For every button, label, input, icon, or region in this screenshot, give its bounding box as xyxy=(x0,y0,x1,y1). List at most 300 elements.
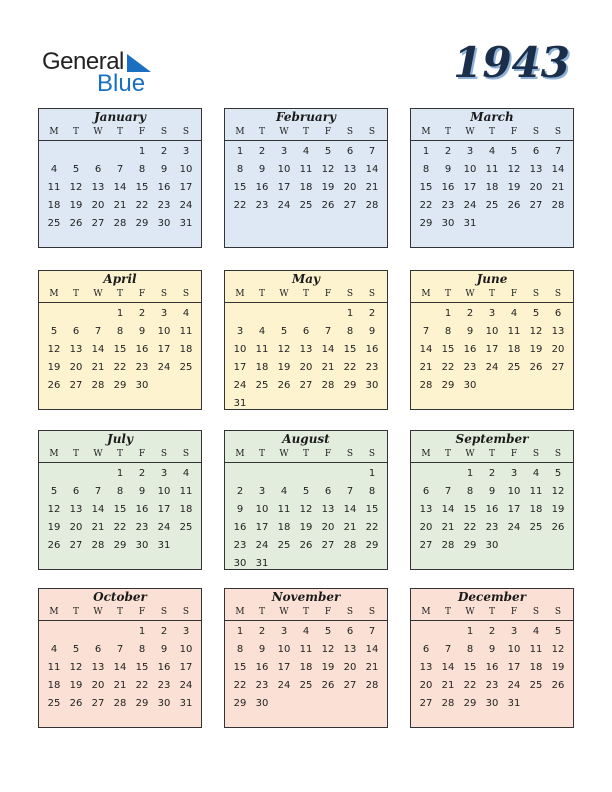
day-cell: 26 xyxy=(529,362,543,373)
day-cell: 25 xyxy=(299,680,313,691)
day-cell: 16 xyxy=(485,504,499,515)
day-cell: 4 xyxy=(302,146,310,157)
day-cell: 18 xyxy=(47,200,61,211)
weekday-label: W xyxy=(465,449,475,459)
day-cell: 16 xyxy=(135,344,149,355)
weekday-label: T xyxy=(444,449,451,459)
day-cell: 6 xyxy=(346,146,354,157)
day-cell: 21 xyxy=(441,680,455,691)
day-cell: 8 xyxy=(466,644,474,655)
day-cell: 21 xyxy=(365,182,379,193)
day-cell: 16 xyxy=(157,182,171,193)
empty-day-cell xyxy=(109,143,131,161)
day-cell: 1 xyxy=(116,308,124,319)
empty-day-cell xyxy=(415,465,437,483)
day-cell: 30 xyxy=(135,540,149,551)
day-cell: 19 xyxy=(507,182,521,193)
day-cell: 13 xyxy=(529,164,543,175)
day-cell: 9 xyxy=(258,164,266,175)
day-cell: 20 xyxy=(551,344,565,355)
day-cell: 4 xyxy=(302,626,310,637)
day-cell: 28 xyxy=(441,540,455,551)
day-cell: 27 xyxy=(419,698,433,709)
day-cell: 1 xyxy=(422,146,430,157)
day-cell: 7 xyxy=(94,326,102,337)
day-cell: 20 xyxy=(321,522,335,533)
empty-day-cell xyxy=(43,465,65,483)
weekday-label: T xyxy=(302,449,309,459)
month-title: December xyxy=(457,590,527,604)
day-cell: 6 xyxy=(422,644,430,655)
day-cell: 25 xyxy=(507,362,521,373)
weekday-label: S xyxy=(532,127,540,137)
day-cell: 9 xyxy=(258,644,266,655)
day-cell: 11 xyxy=(299,644,313,655)
day-cell: 12 xyxy=(47,344,61,355)
month-title: September xyxy=(455,432,529,446)
day-cell: 30 xyxy=(365,380,379,391)
weekday-label: W xyxy=(465,127,475,137)
day-cell: 12 xyxy=(47,504,61,515)
day-cell: 10 xyxy=(255,504,269,515)
day-cell: 19 xyxy=(47,522,61,533)
empty-day-cell xyxy=(65,305,87,323)
day-cell: 4 xyxy=(532,626,540,637)
day-cell: 11 xyxy=(47,182,61,193)
day-cell: 25 xyxy=(299,200,313,211)
weekday-label: W xyxy=(93,127,103,137)
day-cell: 3 xyxy=(510,468,518,479)
weekday-label: T xyxy=(488,127,495,137)
day-cell: 6 xyxy=(324,486,332,497)
day-cell: 5 xyxy=(510,146,518,157)
day-cell: 13 xyxy=(299,344,313,355)
day-cell: 14 xyxy=(343,504,357,515)
day-grid xyxy=(39,303,201,395)
day-cell: 4 xyxy=(182,468,190,479)
day-cell: 26 xyxy=(551,680,565,691)
day-cell: 24 xyxy=(277,200,291,211)
empty-day-cell xyxy=(273,465,295,483)
day-cell: 21 xyxy=(551,182,565,193)
day-cell: 9 xyxy=(466,326,474,337)
day-cell: 1 xyxy=(346,308,354,319)
day-cell: 9 xyxy=(236,504,244,515)
month-september xyxy=(410,430,574,570)
weekday-label: W xyxy=(279,449,289,459)
day-cell: 11 xyxy=(277,504,291,515)
day-cell: 8 xyxy=(346,326,354,337)
day-cell: 28 xyxy=(343,540,357,551)
day-cell: 18 xyxy=(507,344,521,355)
day-cell: 27 xyxy=(343,680,357,691)
day-cell: 10 xyxy=(507,644,521,655)
day-cell: 27 xyxy=(91,218,105,229)
day-cell: 3 xyxy=(236,326,244,337)
weekday-label: W xyxy=(279,127,289,137)
day-cell: 16 xyxy=(135,504,149,515)
day-cell: 22 xyxy=(463,680,477,691)
weekday-header xyxy=(411,605,573,621)
weekday-label: T xyxy=(116,289,123,299)
month-title: March xyxy=(470,110,514,124)
empty-day-cell xyxy=(43,623,65,641)
day-cell: 5 xyxy=(50,326,58,337)
day-cell: 27 xyxy=(69,380,83,391)
day-cell: 1 xyxy=(236,626,244,637)
weekday-label: F xyxy=(324,449,332,459)
month-august xyxy=(224,430,388,570)
day-cell: 8 xyxy=(422,164,430,175)
day-cell: 27 xyxy=(299,380,313,391)
weekday-label: F xyxy=(510,127,518,137)
day-cell: 30 xyxy=(485,698,499,709)
weekday-label: S xyxy=(160,127,168,137)
day-cell: 1 xyxy=(368,468,376,479)
day-cell: 12 xyxy=(69,182,83,193)
day-grid xyxy=(39,463,201,555)
weekday-label: S xyxy=(160,449,168,459)
day-cell: 3 xyxy=(510,626,518,637)
day-cell: 11 xyxy=(47,662,61,673)
day-cell: 6 xyxy=(94,164,102,175)
day-cell: 22 xyxy=(419,200,433,211)
day-cell: 7 xyxy=(422,326,430,337)
day-cell: 11 xyxy=(529,644,543,655)
brand-name-general: General xyxy=(42,48,124,75)
day-cell: 24 xyxy=(463,200,477,211)
day-cell: 17 xyxy=(277,182,291,193)
day-cell: 14 xyxy=(113,662,127,673)
day-cell: 6 xyxy=(72,326,80,337)
day-cell: 2 xyxy=(466,308,474,319)
day-cell: 31 xyxy=(233,398,247,409)
month-march xyxy=(410,108,574,248)
day-cell: 21 xyxy=(343,522,357,533)
day-cell: 17 xyxy=(157,344,171,355)
day-cell: 26 xyxy=(321,200,335,211)
day-cell: 22 xyxy=(441,362,455,373)
month-november xyxy=(224,588,388,728)
day-cell: 3 xyxy=(280,626,288,637)
month-october xyxy=(38,588,202,728)
weekday-header xyxy=(411,125,573,141)
day-cell: 14 xyxy=(441,662,455,673)
day-cell: 23 xyxy=(485,522,499,533)
weekday-header xyxy=(39,287,201,303)
weekday-label: T xyxy=(302,289,309,299)
day-cell: 11 xyxy=(255,344,269,355)
day-cell: 5 xyxy=(324,626,332,637)
month-title: January xyxy=(94,110,146,124)
day-cell: 30 xyxy=(441,218,455,229)
day-cell: 28 xyxy=(441,698,455,709)
day-cell: 9 xyxy=(138,326,146,337)
day-cell: 12 xyxy=(321,164,335,175)
day-cell: 22 xyxy=(113,522,127,533)
empty-day-cell xyxy=(437,465,459,483)
empty-day-cell xyxy=(339,465,361,483)
weekday-label: M xyxy=(421,449,431,459)
day-cell: 8 xyxy=(236,644,244,655)
day-cell: 24 xyxy=(507,522,521,533)
day-cell: 28 xyxy=(91,380,105,391)
day-cell: 7 xyxy=(116,644,124,655)
day-cell: 6 xyxy=(72,486,80,497)
day-cell: 6 xyxy=(554,308,562,319)
day-cell: 30 xyxy=(157,218,171,229)
day-cell: 30 xyxy=(233,558,247,569)
day-cell: 29 xyxy=(113,380,127,391)
day-cell: 8 xyxy=(116,486,124,497)
weekday-label: T xyxy=(258,449,265,459)
weekday-label: F xyxy=(138,607,146,617)
weekday-label: W xyxy=(279,607,289,617)
weekday-label: S xyxy=(346,127,354,137)
day-cell: 25 xyxy=(179,362,193,373)
weekday-label: T xyxy=(258,127,265,137)
day-cell: 18 xyxy=(299,182,313,193)
day-cell: 16 xyxy=(157,662,171,673)
day-cell: 12 xyxy=(551,486,565,497)
day-cell: 26 xyxy=(47,380,61,391)
weekday-label: W xyxy=(93,449,103,459)
weekday-label: M xyxy=(49,449,59,459)
year-title: 1943 xyxy=(453,38,570,87)
day-cell: 7 xyxy=(368,626,376,637)
weekday-label: T xyxy=(72,127,79,137)
day-cell: 10 xyxy=(507,486,521,497)
weekday-label: S xyxy=(554,607,562,617)
day-cell: 24 xyxy=(179,680,193,691)
day-cell: 28 xyxy=(321,380,335,391)
empty-day-cell xyxy=(273,305,295,323)
empty-day-cell xyxy=(251,465,273,483)
day-cell: 29 xyxy=(365,540,379,551)
month-february xyxy=(224,108,388,248)
day-grid xyxy=(411,303,573,395)
month-title: May xyxy=(291,272,321,286)
day-cell: 18 xyxy=(299,662,313,673)
day-cell: 20 xyxy=(69,362,83,373)
day-cell: 18 xyxy=(47,680,61,691)
day-cell: 20 xyxy=(529,182,543,193)
day-cell: 15 xyxy=(463,504,477,515)
day-cell: 19 xyxy=(69,200,83,211)
day-cell: 4 xyxy=(50,164,58,175)
day-cell: 16 xyxy=(441,182,455,193)
day-cell: 29 xyxy=(463,540,477,551)
day-cell: 14 xyxy=(91,344,105,355)
weekday-label: S xyxy=(554,127,562,137)
weekday-label: S xyxy=(532,607,540,617)
day-cell: 9 xyxy=(138,486,146,497)
day-cell: 19 xyxy=(277,362,291,373)
day-cell: 18 xyxy=(179,504,193,515)
day-cell: 31 xyxy=(463,218,477,229)
day-cell: 6 xyxy=(422,486,430,497)
day-cell: 21 xyxy=(113,680,127,691)
day-cell: 22 xyxy=(233,200,247,211)
empty-day-cell xyxy=(65,623,87,641)
day-cell: 3 xyxy=(488,308,496,319)
day-cell: 11 xyxy=(179,486,193,497)
day-cell: 5 xyxy=(280,326,288,337)
day-grid xyxy=(225,621,387,713)
day-cell: 17 xyxy=(255,522,269,533)
day-cell: 22 xyxy=(233,680,247,691)
weekday-label: F xyxy=(324,607,332,617)
day-cell: 8 xyxy=(466,486,474,497)
day-cell: 15 xyxy=(441,344,455,355)
weekday-label: W xyxy=(465,607,475,617)
day-cell: 29 xyxy=(419,218,433,229)
weekday-label: M xyxy=(421,607,431,617)
day-cell: 16 xyxy=(255,182,269,193)
empty-day-cell xyxy=(317,305,339,323)
brand-name-blue: Blue xyxy=(97,70,146,97)
day-cell: 16 xyxy=(233,522,247,533)
day-cell: 25 xyxy=(179,522,193,533)
day-cell: 18 xyxy=(485,182,499,193)
day-cell: 24 xyxy=(179,200,193,211)
day-cell: 30 xyxy=(255,698,269,709)
weekday-header xyxy=(225,125,387,141)
weekday-label: T xyxy=(258,607,265,617)
day-cell: 7 xyxy=(554,146,562,157)
empty-day-cell xyxy=(87,465,109,483)
weekday-label: S xyxy=(346,289,354,299)
weekday-label: F xyxy=(138,127,146,137)
weekday-label: S xyxy=(160,607,168,617)
day-cell: 1 xyxy=(138,146,146,157)
day-cell: 7 xyxy=(346,486,354,497)
day-cell: 28 xyxy=(113,218,127,229)
day-cell: 26 xyxy=(551,522,565,533)
day-cell: 27 xyxy=(551,362,565,373)
empty-day-cell xyxy=(415,305,437,323)
day-cell: 27 xyxy=(343,200,357,211)
day-cell: 21 xyxy=(365,662,379,673)
day-cell: 16 xyxy=(485,662,499,673)
day-grid xyxy=(411,141,573,233)
day-cell: 15 xyxy=(113,344,127,355)
day-cell: 5 xyxy=(50,486,58,497)
day-cell: 26 xyxy=(69,698,83,709)
month-title: July xyxy=(107,432,133,446)
day-cell: 21 xyxy=(113,200,127,211)
weekday-label: F xyxy=(138,449,146,459)
day-cell: 30 xyxy=(485,540,499,551)
day-cell: 3 xyxy=(182,146,190,157)
empty-day-cell xyxy=(229,465,251,483)
day-cell: 2 xyxy=(488,626,496,637)
day-cell: 10 xyxy=(277,644,291,655)
day-cell: 31 xyxy=(179,698,193,709)
day-cell: 9 xyxy=(488,644,496,655)
day-cell: 22 xyxy=(463,522,477,533)
day-cell: 4 xyxy=(488,146,496,157)
day-cell: 28 xyxy=(419,380,433,391)
day-cell: 18 xyxy=(277,522,291,533)
day-cell: 1 xyxy=(236,146,244,157)
day-cell: 11 xyxy=(507,326,521,337)
month-december xyxy=(410,588,574,728)
day-cell: 13 xyxy=(91,182,105,193)
weekday-label: W xyxy=(93,289,103,299)
weekday-label: M xyxy=(421,127,431,137)
day-cell: 3 xyxy=(182,626,190,637)
day-cell: 19 xyxy=(321,182,335,193)
day-cell: 26 xyxy=(277,380,291,391)
day-cell: 18 xyxy=(179,344,193,355)
day-cell: 29 xyxy=(135,218,149,229)
day-cell: 11 xyxy=(485,164,499,175)
day-cell: 18 xyxy=(529,662,543,673)
day-cell: 12 xyxy=(321,644,335,655)
day-cell: 27 xyxy=(69,540,83,551)
empty-day-cell xyxy=(251,305,273,323)
day-cell: 15 xyxy=(419,182,433,193)
day-cell: 14 xyxy=(365,644,379,655)
day-cell: 17 xyxy=(233,362,247,373)
weekday-label: T xyxy=(258,289,265,299)
day-cell: 13 xyxy=(551,326,565,337)
day-cell: 9 xyxy=(160,644,168,655)
day-cell: 13 xyxy=(321,504,335,515)
day-grid xyxy=(225,303,387,413)
weekday-label: T xyxy=(72,607,79,617)
day-cell: 3 xyxy=(280,146,288,157)
month-title: August xyxy=(282,432,330,446)
day-cell: 25 xyxy=(277,540,291,551)
day-cell: 12 xyxy=(277,344,291,355)
weekday-label: W xyxy=(465,289,475,299)
weekday-label: T xyxy=(302,127,309,137)
day-cell: 9 xyxy=(488,486,496,497)
day-cell: 18 xyxy=(529,504,543,515)
day-cell: 10 xyxy=(485,326,499,337)
day-cell: 25 xyxy=(47,218,61,229)
weekday-header xyxy=(411,447,573,463)
day-cell: 3 xyxy=(160,468,168,479)
day-cell: 6 xyxy=(94,644,102,655)
day-cell: 9 xyxy=(160,164,168,175)
day-cell: 31 xyxy=(507,698,521,709)
day-cell: 11 xyxy=(529,486,543,497)
day-cell: 21 xyxy=(91,362,105,373)
day-cell: 26 xyxy=(321,680,335,691)
day-cell: 7 xyxy=(324,326,332,337)
empty-day-cell xyxy=(43,143,65,161)
day-cell: 16 xyxy=(255,662,269,673)
weekday-label: T xyxy=(444,607,451,617)
day-cell: 23 xyxy=(233,540,247,551)
weekday-label: S xyxy=(182,449,190,459)
empty-day-cell xyxy=(109,623,131,641)
day-cell: 19 xyxy=(321,662,335,673)
day-cell: 15 xyxy=(135,182,149,193)
weekday-label: S xyxy=(182,607,190,617)
day-grid xyxy=(39,141,201,233)
day-cell: 17 xyxy=(277,662,291,673)
empty-day-cell xyxy=(87,143,109,161)
weekday-label: T xyxy=(488,607,495,617)
day-cell: 2 xyxy=(160,146,168,157)
day-cell: 10 xyxy=(157,326,171,337)
weekday-label: S xyxy=(346,607,354,617)
day-cell: 23 xyxy=(463,362,477,373)
